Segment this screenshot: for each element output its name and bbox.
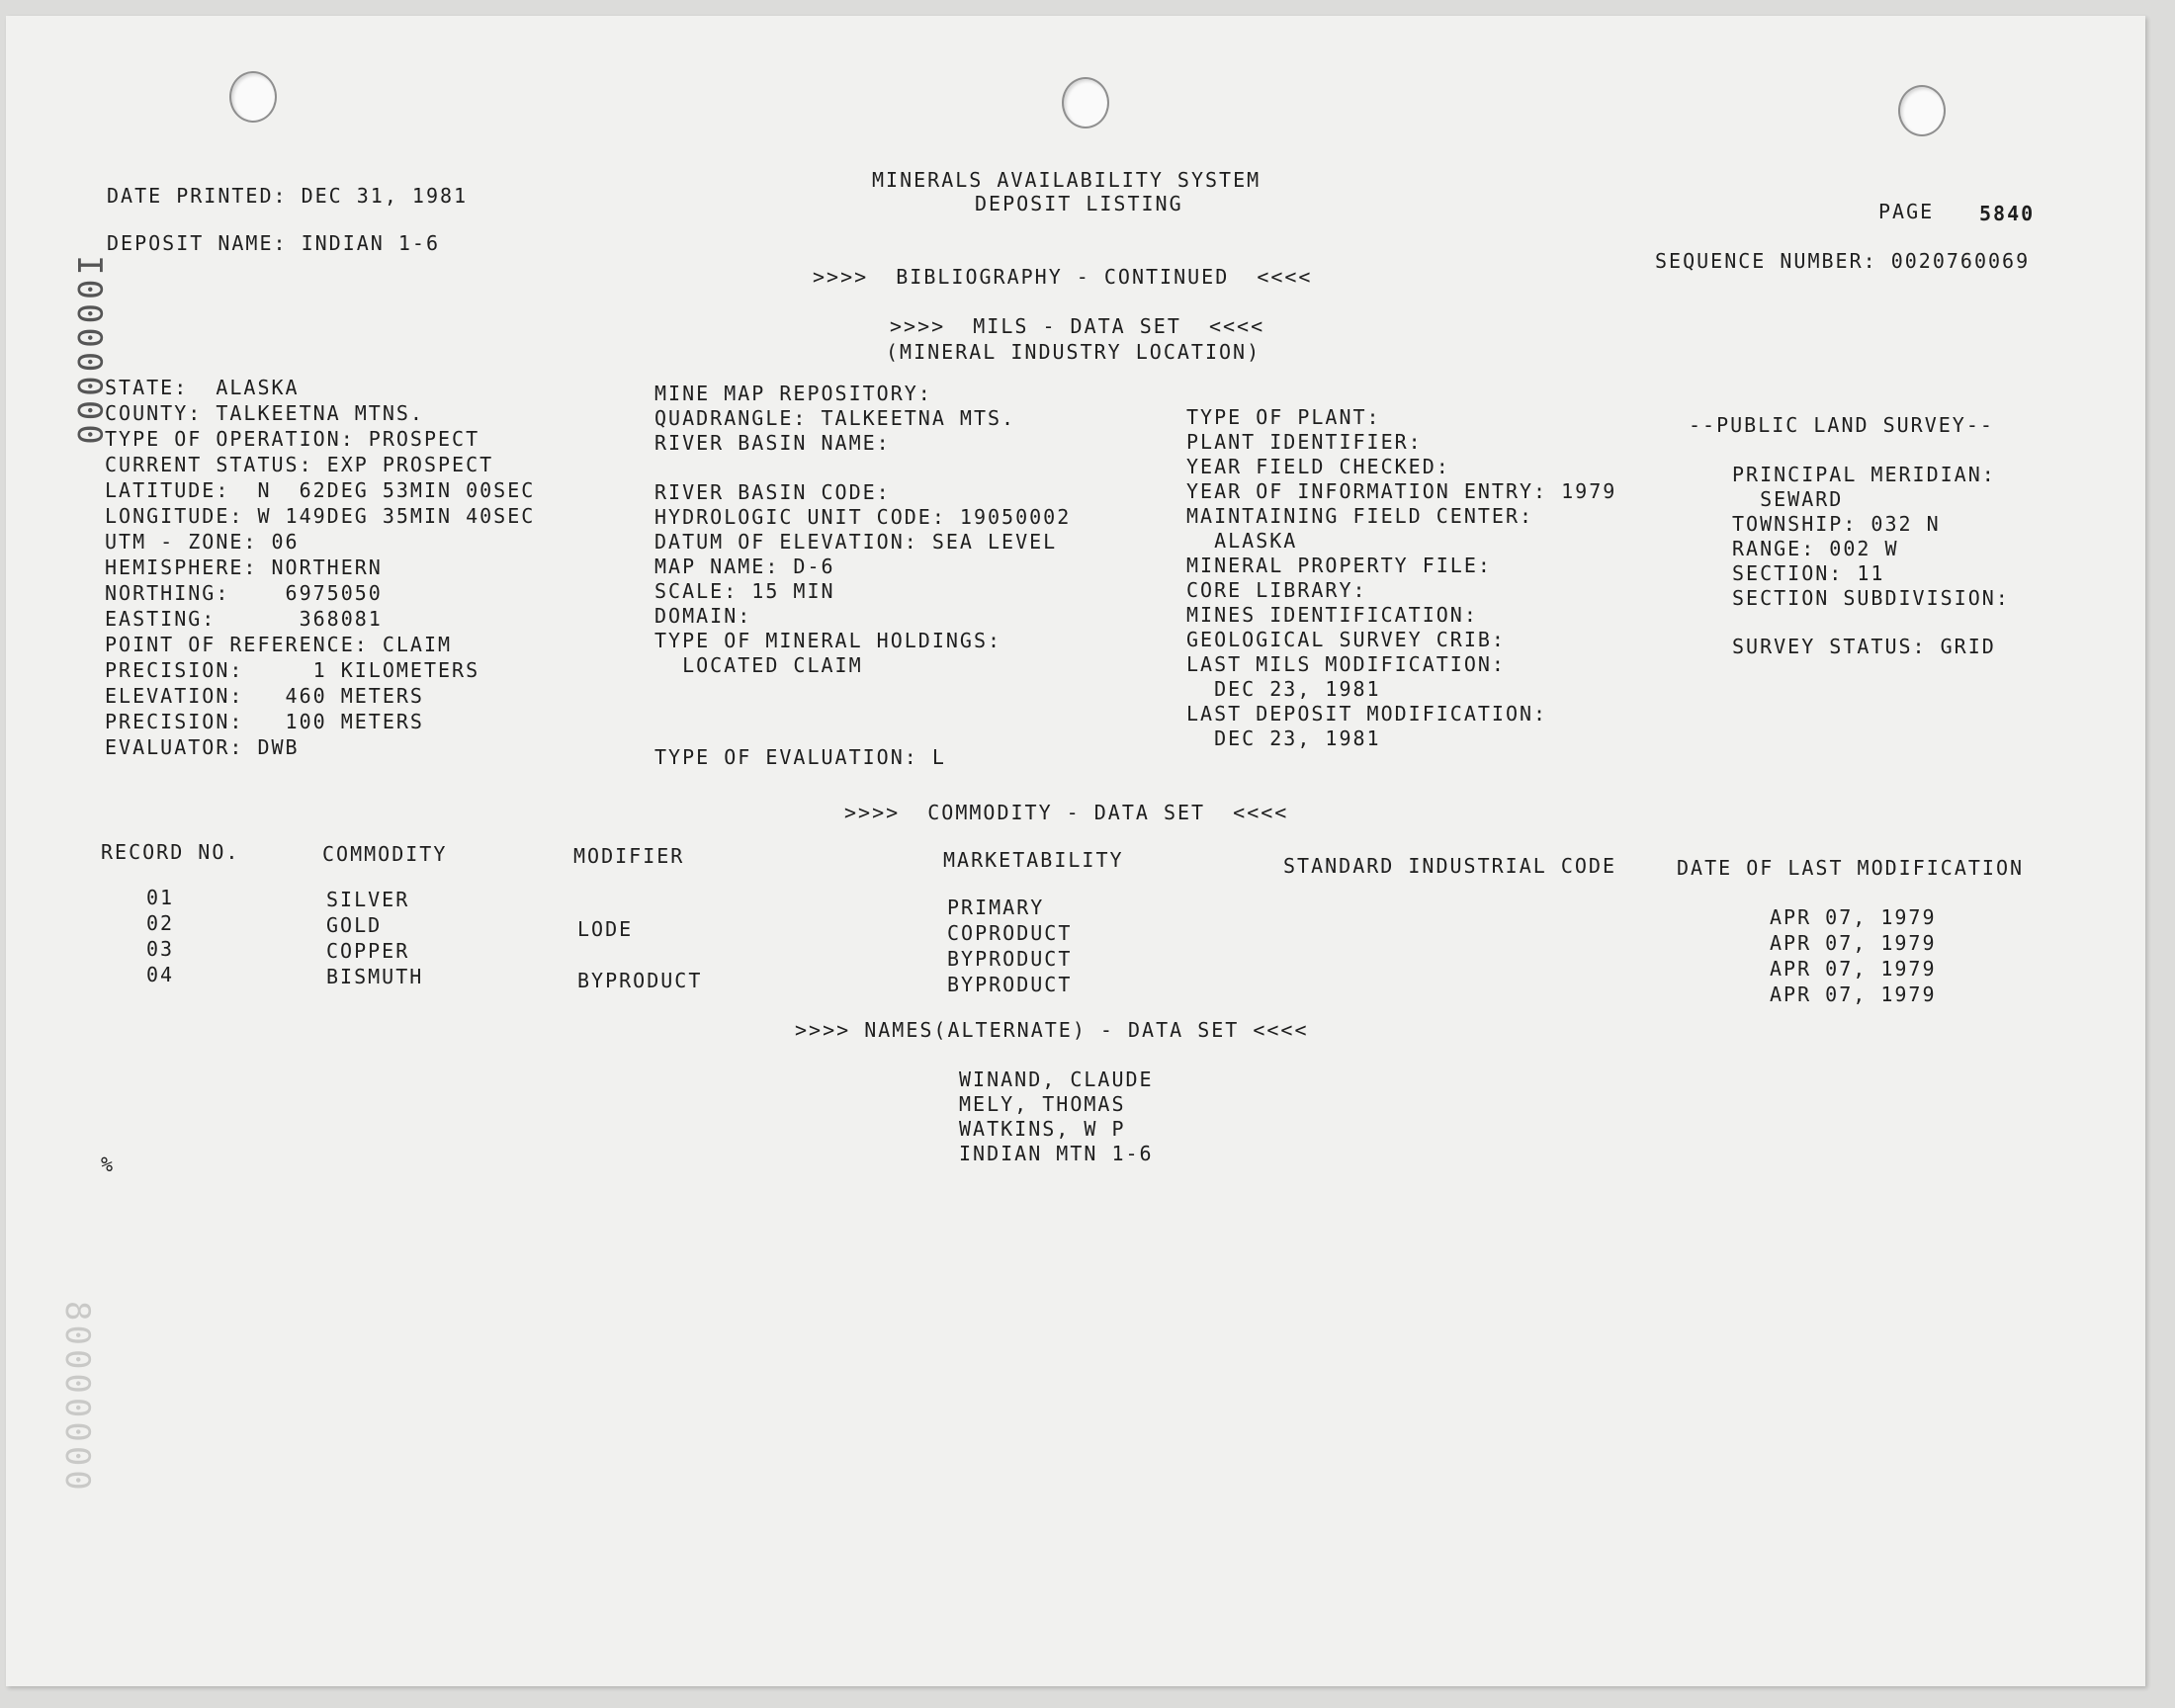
section-line: SECTION: 11 [1732, 561, 1885, 585]
field-center-value: ALASKA [1186, 529, 1298, 553]
modifier-value: BYPRODUCT [577, 969, 703, 992]
marketability-value: PRIMARY [947, 896, 1045, 919]
modification-date: APR 07, 1979 [1770, 957, 1937, 981]
footer-mark: % [101, 1153, 116, 1176]
record-no: 03 [146, 937, 175, 961]
mils-mod-date: DEC 23, 1981 [1186, 677, 1381, 701]
precision-m-line: PRECISION: 100 METERS [105, 710, 424, 733]
evaluation-type: TYPE OF EVALUATION: L [654, 745, 946, 769]
core-library-line: CORE LIBRARY: [1186, 578, 1367, 602]
latitude-line: LATITUDE: N 62DEG 53MIN 00SEC [105, 478, 536, 502]
survey-status: SURVEY STATUS: GRID [1732, 635, 1996, 658]
commodity-name: BISMUTH [326, 965, 424, 988]
marketability-value: BYPRODUCT [947, 947, 1073, 971]
alternate-name: MELY, THOMAS [959, 1092, 1126, 1116]
year-entry-line: YEAR OF INFORMATION ENTRY: 1979 [1186, 479, 1617, 503]
location-column [105, 376, 535, 761]
header-modifier: MODIFIER [573, 844, 685, 868]
deposit-mod-line: LAST DEPOSIT MODIFICATION: [1186, 702, 1548, 726]
header-commodity: COMMODITY [322, 842, 448, 866]
punch-hole-right [1898, 85, 1946, 136]
mils-mod-line: LAST MILS MODIFICATION: [1186, 652, 1506, 676]
record-no: 04 [146, 963, 175, 986]
commodity-heading: >>>> COMMODITY - DATA SET <<<< [844, 801, 1289, 824]
header-last-modification: DATE OF LAST MODIFICATION [1677, 856, 2025, 880]
mines-id-line: MINES IDENTIFICATION: [1186, 603, 1478, 627]
range-line: RANGE: 002 W [1732, 537, 1899, 560]
survey-crib-line: GEOLOGICAL SURVEY CRIB: [1186, 628, 1506, 651]
section-subdivision-line: SECTION SUBDIVISION: [1732, 586, 2010, 610]
scale-line: SCALE: 15 MIN [654, 579, 835, 603]
sequence-number: SEQUENCE NUMBER: 0020760069 [1655, 249, 2031, 273]
mineral-holdings-line: TYPE OF MINERAL HOLDINGS: [654, 629, 1002, 652]
side-stamp-faint: 80000000 [57, 1301, 97, 1494]
listing-title: DEPOSIT LISTING [975, 192, 1183, 215]
modification-date: APR 07, 1979 [1770, 982, 1937, 1006]
plant-type-line: TYPE OF PLANT: [1186, 405, 1381, 429]
header-sic: STANDARD INDUSTRIAL CODE [1283, 854, 1616, 878]
evaluator-line: EVALUATOR: DWB [105, 735, 300, 759]
precision-km-line: PRECISION: 1 KILOMETERS [105, 658, 480, 682]
utm-zone-line: UTM - ZONE: 06 [105, 530, 300, 554]
year-checked-line: YEAR FIELD CHECKED: [1186, 455, 1450, 478]
mils-heading: >>>> MILS - DATA SET <<<< [890, 314, 1265, 338]
bibliography-heading: >>>> BIBLIOGRAPHY - CONTINUED <<<< [813, 265, 1313, 289]
datum-line: DATUM OF ELEVATION: SEA LEVEL [654, 530, 1058, 554]
record-no: 01 [146, 886, 175, 909]
modifier-value: LODE [577, 917, 634, 941]
easting-line: EASTING: 368081 [105, 607, 383, 631]
page-label: PAGE [1878, 200, 1935, 223]
header-record-no: RECORD NO. [101, 840, 240, 864]
land-survey-heading: --PUBLIC LAND SURVEY-- [1689, 413, 1994, 437]
deposit-name: DEPOSIT NAME: INDIAN 1-6 [107, 231, 440, 255]
quadrangle-line: QUADRANGLE: TALKEETNA MTS. [654, 406, 1016, 430]
mils-subheading: (MINERAL INDUSTRY LOCATION) [886, 340, 1262, 364]
map-name-line: MAP NAME: D-6 [654, 555, 835, 578]
meridian-value: SEWARD [1732, 487, 1844, 511]
punch-hole-left [229, 71, 277, 123]
plant-column [1186, 405, 1616, 751]
record-no: 02 [146, 911, 175, 935]
modification-date: APR 07, 1979 [1770, 931, 1937, 955]
meridian-line: PRINCIPAL MERIDIAN: [1732, 463, 1996, 486]
page-number: 5840 [1979, 202, 2036, 225]
alternate-name: INDIAN MTN 1-6 [959, 1142, 1154, 1165]
reference-point-line: POINT OF REFERENCE: CLAIM [105, 633, 453, 656]
date-printed: DATE PRINTED: DEC 31, 1981 [107, 184, 469, 208]
commodity-name: SILVER [326, 888, 410, 911]
names-heading: >>>> NAMES(ALTERNATE) - DATA SET <<<< [795, 1018, 1309, 1042]
hemisphere-line: HEMISPHERE: NORTHERN [105, 555, 383, 579]
alternate-name: WINAND, CLAUDE [959, 1068, 1154, 1091]
field-center-line: MAINTAINING FIELD CENTER: [1186, 504, 1534, 528]
document-page [6, 16, 2145, 1686]
marketability-value: COPRODUCT [947, 921, 1073, 945]
township-line: TOWNSHIP: 032 N [1732, 512, 1941, 536]
modification-date: APR 07, 1979 [1770, 905, 1937, 929]
northing-line: NORTHING: 6975050 [105, 581, 383, 605]
map-column [654, 382, 1071, 678]
domain-line: DOMAIN: [654, 604, 752, 628]
hydrologic-code-line: HYDROLOGIC UNIT CODE: 19050002 [654, 505, 1072, 529]
deposit-mod-date: DEC 23, 1981 [1186, 726, 1381, 750]
longitude-line: LONGITUDE: W 149DEG 35MIN 40SEC [105, 504, 536, 528]
plant-identifier-line: PLANT IDENTIFIER: [1186, 430, 1423, 454]
elevation-line: ELEVATION: 460 METERS [105, 684, 424, 708]
county-line: COUNTY: TALKEETNA MTNS. [105, 401, 424, 425]
blank-line [654, 456, 1071, 480]
land-survey-column [1732, 463, 2010, 611]
header-marketability: MARKETABILITY [943, 848, 1124, 872]
commodity-name: GOLD [326, 913, 383, 937]
commodity-name: COPPER [326, 939, 410, 963]
property-file-line: MINERAL PROPERTY FILE: [1186, 554, 1492, 577]
river-basin-name-line: RIVER BASIN NAME: [654, 431, 891, 455]
side-stamp: I0000000 [69, 255, 109, 449]
river-basin-code-line: RIVER BASIN CODE: [654, 480, 891, 504]
located-claim-line: LOCATED CLAIM [654, 653, 863, 677]
operation-type-line: TYPE OF OPERATION: PROSPECT [105, 427, 480, 451]
punch-hole-center [1062, 77, 1109, 128]
alternate-name: WATKINS, W P [959, 1117, 1126, 1141]
state-line: STATE: ALASKA [105, 376, 300, 399]
alternate-names-list [959, 1068, 1154, 1166]
system-title: MINERALS AVAILABILITY SYSTEM [872, 168, 1262, 192]
mine-map-line: MINE MAP REPOSITORY: [654, 382, 932, 405]
current-status-line: CURRENT STATUS: EXP PROSPECT [105, 453, 494, 476]
marketability-value: BYPRODUCT [947, 973, 1073, 996]
